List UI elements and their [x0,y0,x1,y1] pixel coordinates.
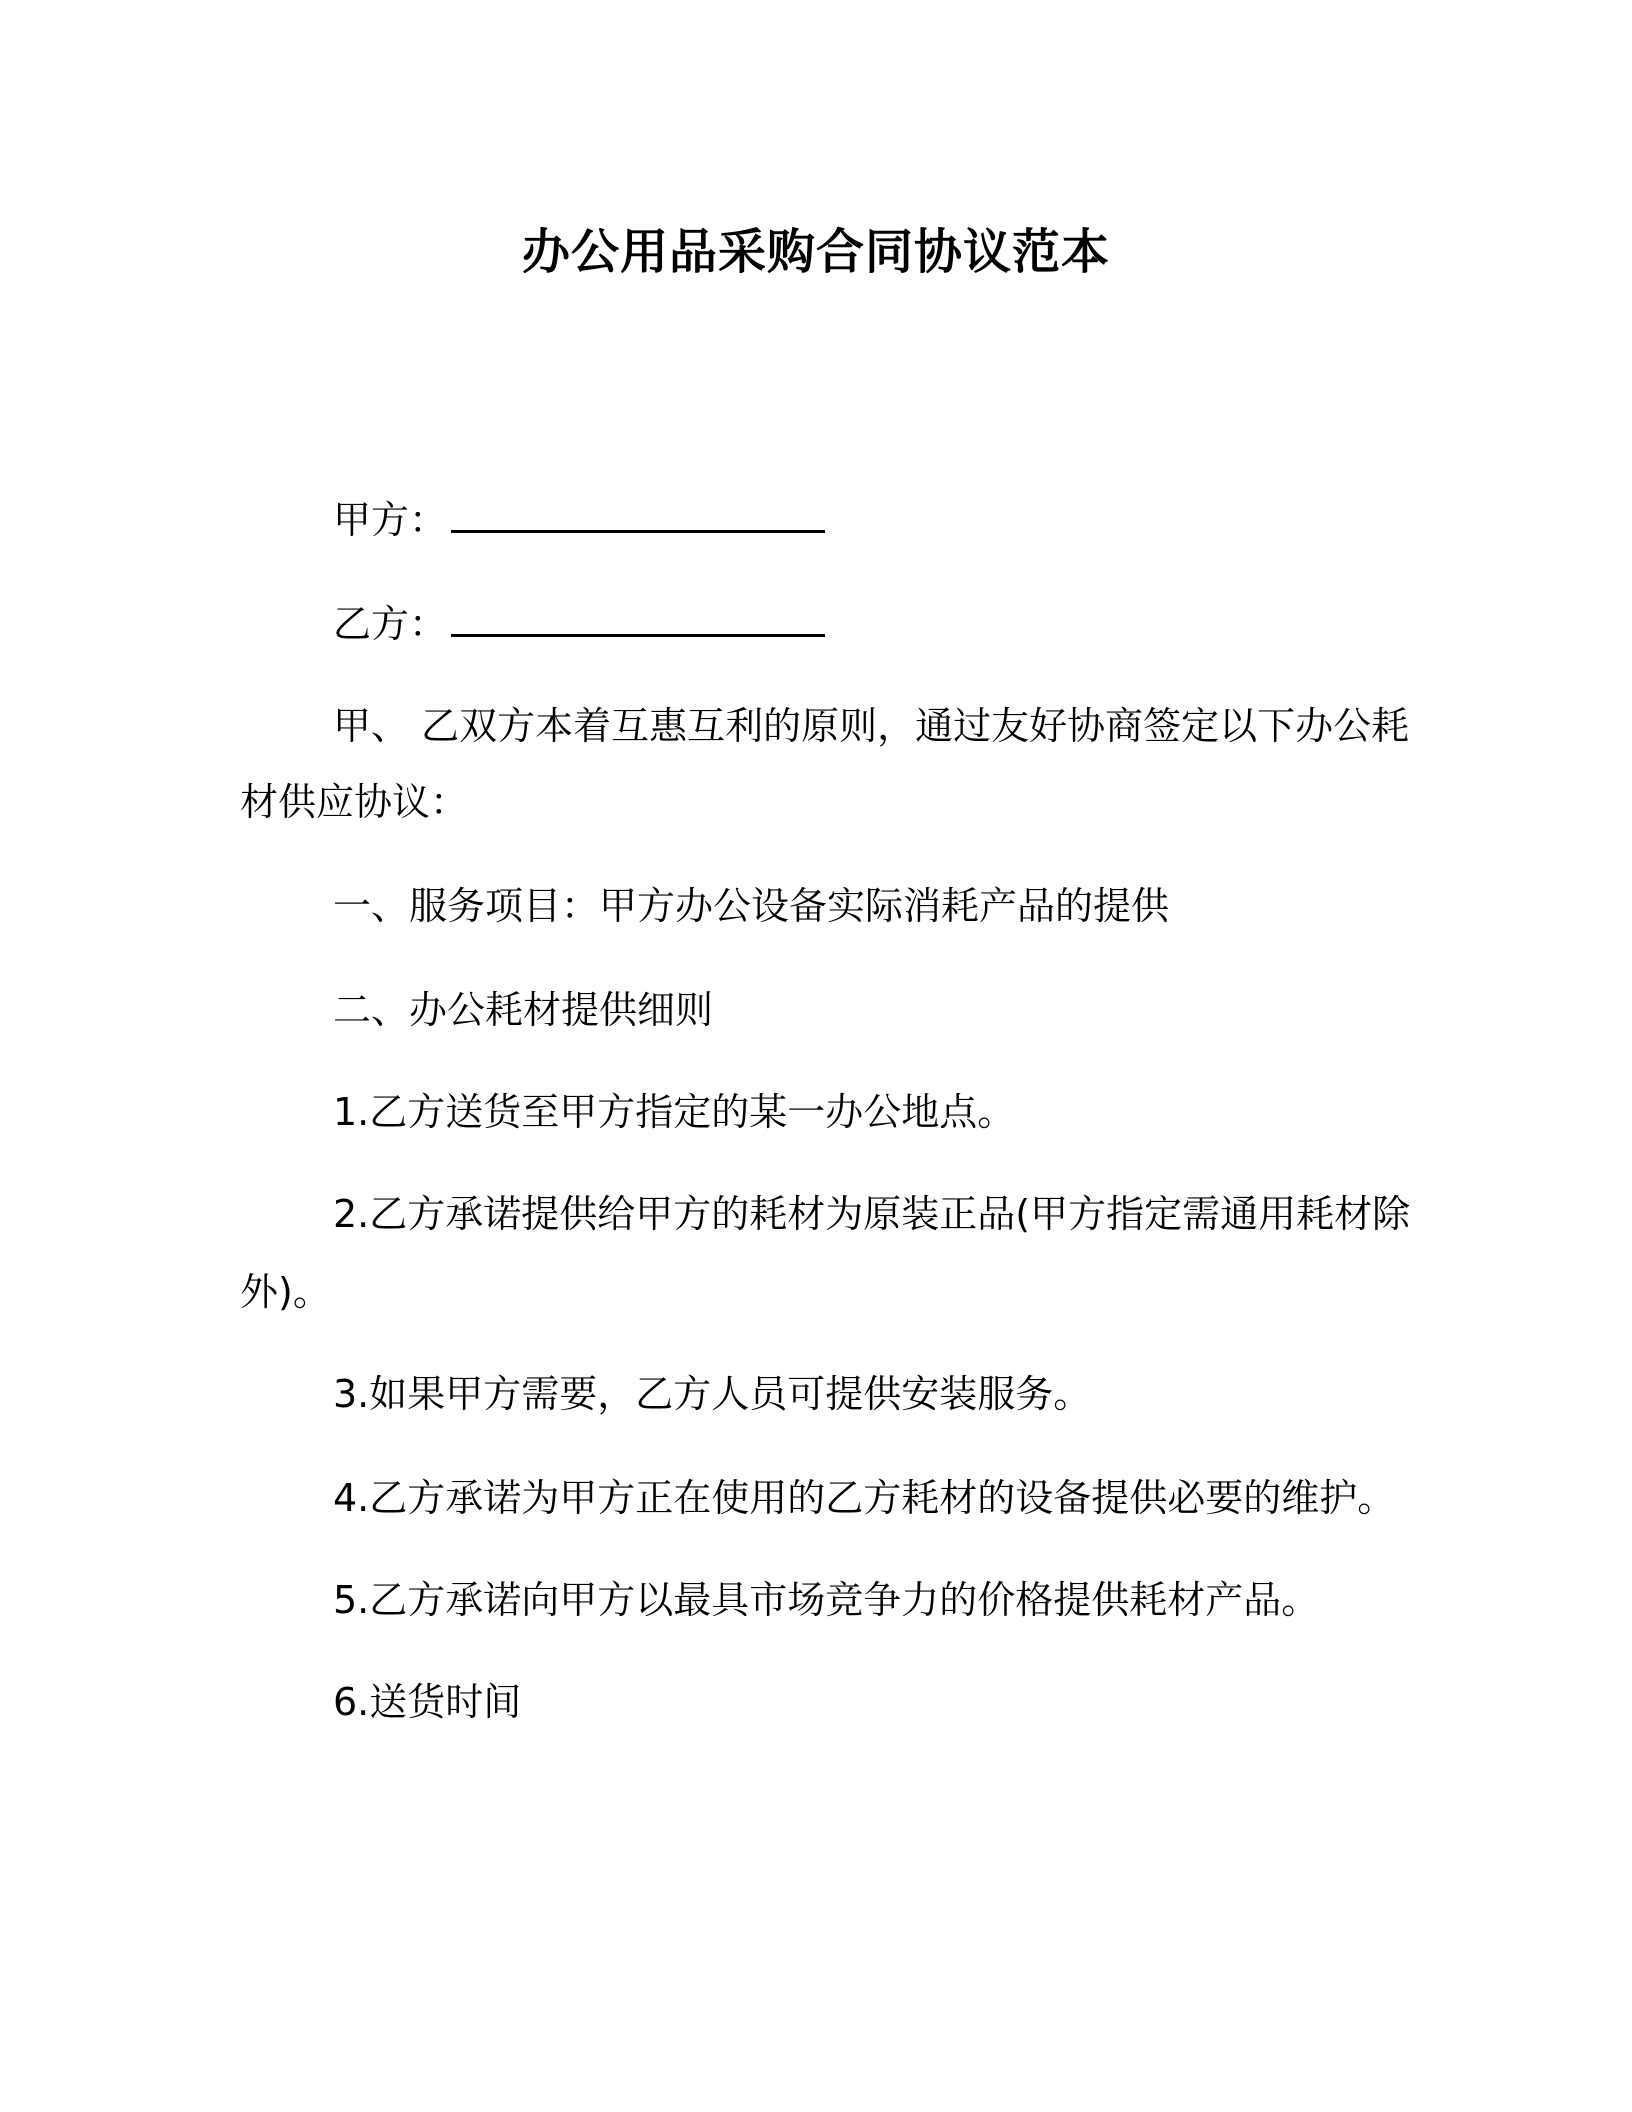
party-b-label: 乙方： [333,602,448,646]
rule-item-2-line2: 外)。 [240,1270,331,1314]
section-supply-rules: 二、办公耗材提供细则 [333,988,714,1032]
party-b-line [333,598,825,650]
document-title: 办公用品采购合同协议范本 [521,224,1110,280]
rule-item-1: 1.乙方送货至甲方指定的某一办公地点。 [333,1090,1016,1134]
intro-paragraph-line2: 材供应协议： [240,780,469,824]
party-a-blank [451,500,825,533]
party-b-blank [451,604,825,637]
rule-item-3: 3.如果甲方需要，乙方人员可提供安装服务。 [333,1372,1092,1416]
intro-paragraph-line1: 甲、 乙双方本着互惠互利的原则，通过友好协商签定以下办公耗 [333,704,1410,748]
party-a-line [333,494,825,546]
rule-item-2-line1: 2.乙方承诺提供给甲方的耗材为原装正品(甲方指定需通用耗材除 [333,1192,1411,1236]
rule-item-6: 6.送货时间 [333,1680,522,1724]
section-service-items: 一、服务项目：甲方办公设备实际消耗产品的提供 [333,884,1170,928]
rule-item-4: 4.乙方承诺为甲方正在使用的乙方耗材的设备提供必要的维护。 [333,1476,1396,1520]
rule-item-5: 5.乙方承诺向甲方以最具市场竞争力的价格提供耗材产品。 [333,1578,1320,1622]
party-a-label: 甲方： [333,498,448,542]
